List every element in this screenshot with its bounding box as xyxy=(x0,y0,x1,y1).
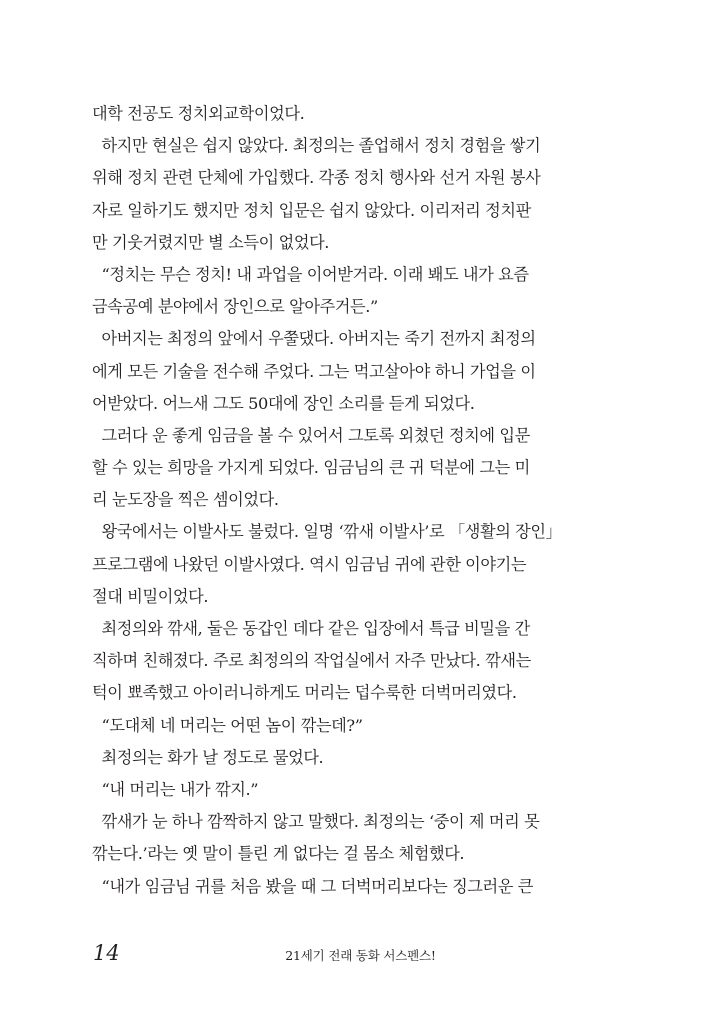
text-line: 위해 정치 관련 단체에 가입했다. 각종 정치 행사와 선거 자원 봉사 xyxy=(92,168,541,188)
text-line: 만 기웃거렸지만 별 소득이 없었다. xyxy=(92,232,330,252)
text-line: “도대체 네 머리는 어떤 놈이 깎는데?” xyxy=(92,715,363,735)
text-line: 최정의와 깎새, 둘은 동갑인 데다 같은 입장에서 특급 비밀을 간 xyxy=(92,619,530,638)
text-line: 에게 모든 기술을 전수해 주었다. 그는 먹고살아야 하니 가업을 이 xyxy=(92,361,536,381)
running-footer-title: 21세기 전래 동화 서스펜스! xyxy=(285,948,436,963)
page-number: 14 xyxy=(93,941,120,965)
text-line: 프로그램에 나왔던 이발사였다. 역시 임금님 귀에 관한 이야기는 xyxy=(92,554,527,574)
text-line: 최정의는 화가 날 정도로 물었다. xyxy=(92,747,324,767)
text-line: 그러다 운 좋게 임금을 볼 수 있어서 그토록 외쳤던 정치에 입문 xyxy=(92,425,530,445)
text-line: 직하며 친해졌다. 주로 최정의의 작업실에서 자주 만났다. 깎새는 xyxy=(92,651,531,671)
body-text xyxy=(92,98,578,903)
text-line: “내 머리는 내가 깎지.” xyxy=(92,779,259,799)
text-line: 금속공예 분야에서 장인으로 알아주거든.” xyxy=(92,297,378,317)
text-line: 리 눈도장을 찍은 셈이었다. xyxy=(92,490,279,510)
text-line: “정치는 무슨 정치! 내 과업을 이어받거라. 이래 봬도 내가 요즘 xyxy=(92,264,529,284)
text-line: 하지만 현실은 쉽지 않았다. 최정의는 졸업해서 정치 경험을 쌓기 xyxy=(92,136,541,156)
text-line: 할 수 있는 희망을 가지게 되었다. 임금님의 큰 귀 덕분에 그는 미 xyxy=(92,458,530,478)
text-line: 자로 일하기도 했지만 정치 입문은 쉽지 않았다. 이리저리 정치판 xyxy=(92,200,531,220)
text-line: 깎새가 눈 하나 깜짝하지 않고 말했다. 최정의는 ‘중이 제 머리 못 xyxy=(92,812,540,832)
text-line: 왕국에서는 이발사도 불렀다. 일명 ‘깎새 이발사’로 「생활의 장인」 xyxy=(92,522,562,542)
text-line: 턱이 뾰족했고 아이러니하게도 머리는 덥수룩한 더벅머리였다. xyxy=(92,683,517,703)
text-line: 대학 전공도 정치외교학이었다. xyxy=(92,104,305,123)
text-line: “내가 임금님 귀를 처음 봤을 때 그 더벅머리보다는 징그러운 큰 xyxy=(92,876,534,896)
text-line: 어받았다. 어느새 그도 50대에 장인 소리를 듣게 되었다. xyxy=(92,393,475,413)
text-line: 아버지는 최정의 앞에서 우쭐댔다. 아버지는 죽기 전까지 최정의 xyxy=(92,329,536,349)
text-line: 깎는다.’라는 옛 말이 틀린 게 없다는 걸 몸소 체험했다. xyxy=(92,844,465,864)
text-line: 절대 비밀이었다. xyxy=(92,586,209,606)
